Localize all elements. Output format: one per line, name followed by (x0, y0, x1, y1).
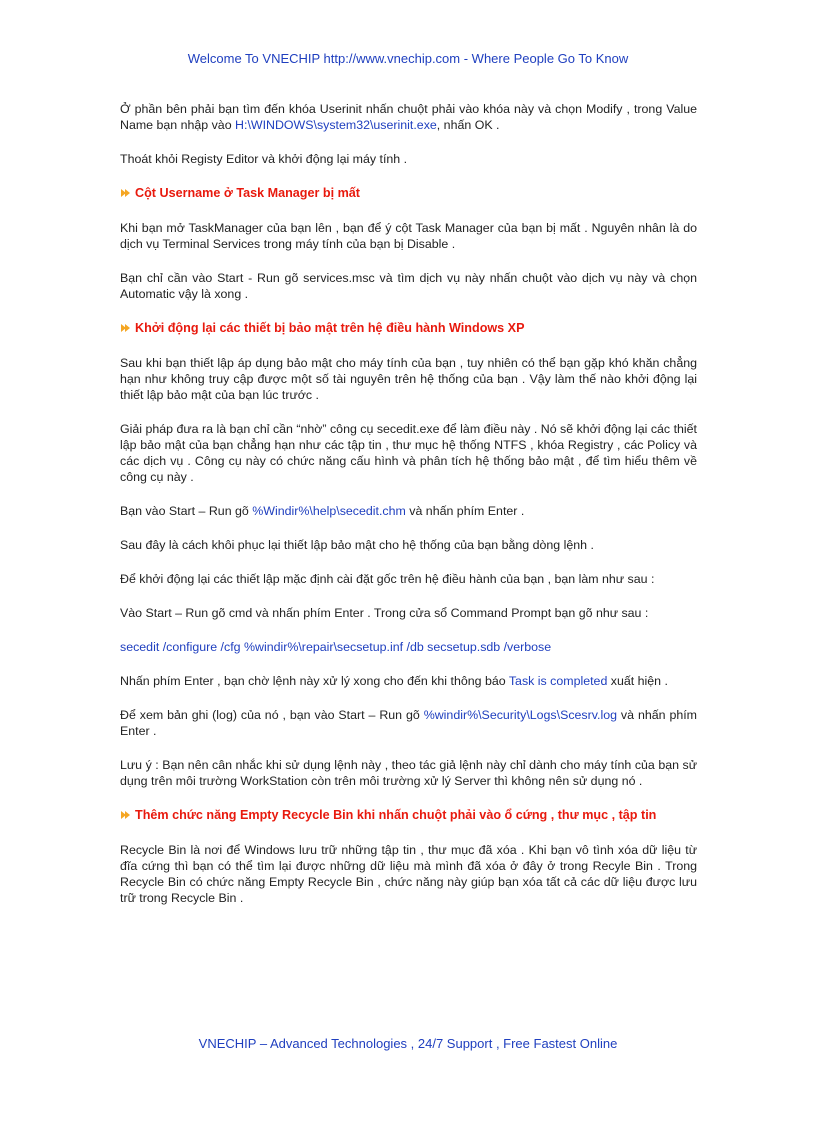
scesrv-log-link[interactable]: %windir%\Security\Logs\Scesrv.log (423, 708, 617, 722)
paragraph-text: Bạn vào Start – Run gõ (120, 504, 253, 518)
paragraph-secedit: Giải pháp đưa ra là bạn chỉ cần “nhờ” công cụ secedit.exe để làm điều này . Nó sẽ khởi động lại các thiết lập bảo mật của bạn chẳng hạn như các tập tin , thư mục hệ thống NTFS , khóa Registry , các Policy và các dịch vụ . Công cụ này có chức năng cấu hình và phân tích hệ thống bảo mật , để tìm hiểu thêm về công cụ này . (120, 422, 697, 484)
paragraph-enter (120, 673, 697, 689)
heading-empty-recycle-bin (120, 807, 697, 823)
paragraph-text: Ở phần bên phải bạn tìm đến khóa Userinit nhấn chuột phải vào khóa này và chọn Modify , trong Value Name bạn nhập vào (120, 102, 697, 132)
userinit-path-link[interactable]: H:\WINDOWS\system32\userinit.exe (235, 118, 437, 132)
heading-restart-security (120, 320, 697, 336)
orange-arrow-icon (120, 322, 132, 334)
paragraph-commandline: Sau đây là cách khôi phục lại thiết lập bảo mật cho hệ thống của bạn bằng dòng lệnh . (120, 538, 594, 552)
paragraph-text: , nhấn OK . (436, 118, 500, 132)
paragraph-help (120, 503, 697, 519)
paragraph-log (120, 707, 697, 739)
paragraph-services: Bạn chỉ cần vào Start - Run gõ services.msc và tìm dịch vụ này nhấn chuột vào dịch vụ này và chọn Automatic vậy là xong . (120, 271, 697, 301)
paragraph-text: và nhấn phím Enter . (120, 708, 697, 738)
document-body (120, 101, 697, 924)
page-footer: VNECHIP – Advanced Technologies , 24/7 Support , Free Fastest Online (198, 1036, 618, 1051)
paragraph-recycle-bin: Recycle Bin là nơi để Windows lưu trữ những tập tin , thư mục đã xóa . Khi bạn vô tình xóa dữ liệu từ đĩa cứng thì bạn có thể tìm lại được những dữ liệu mà mình đã xóa ở đây ở trong Recyle Bin . Trong Recycle Bin có chức năng Empty Recycle Bin , chức năng này giúp bạn xóa tất cả các dữ liệu được lưu trữ trong Recycle Bin . (120, 843, 697, 905)
paragraph-note: Lưu ý : Bạn nên cân nhắc khi sử dụng lệnh này , theo tác giả lệnh này chỉ dành cho máy tính của bạn sử dụng trên môi trường WorkStation còn trên môi trường xử lý Server thì không nên sử dụng nó . (120, 758, 697, 788)
paragraph-userinit (120, 101, 697, 133)
command-secedit[interactable]: secedit /configure /cfg %windir%\repair\secsetup.inf /db secsetup.sdb /verbose (120, 640, 552, 654)
paragraph-defaults: Để khởi động lại các thiết lập mặc định cài đặt gốc trên hệ điều hành của bạn , bạn làm như sau : (120, 572, 655, 586)
task-completed-link[interactable]: Task is completed (508, 674, 608, 688)
paragraph-text: Nhấn phím Enter , bạn chờ lệnh này xử lý xong cho đến khi thông báo (120, 674, 509, 688)
paragraph-cmd: Vào Start – Run gõ cmd và nhấn phím Enter . Trong cửa sổ Command Prompt bạn gõ như sau : (120, 606, 649, 620)
paragraph-text: Để xem bản ghi (log) của nó , bạn vào Start – Run gõ (120, 708, 424, 722)
orange-arrow-icon (120, 187, 132, 199)
paragraph-restart: Thoát khỏi Registy Editor và khởi động lại máy tính . (120, 152, 408, 166)
paragraph-taskmanager: Khi bạn mở TaskManager của bạn lên , bạn để ý cột Task Manager của bạn bị mất . Nguyên nhân là do dịch vụ Terminal Services trong máy tính của bạn bị Disable . (120, 221, 697, 251)
paragraph-text: và nhấn phím Enter . (405, 504, 525, 518)
heading-text: Khởi động lại các thiết bị bảo mật trên hệ điều hành Windows XP (135, 321, 525, 335)
paragraph-security-intro: Sau khi bạn thiết lập áp dụng bảo mật cho máy tính của bạn , tuy nhiên có thể bạn gặp khó khăn chẳng hạn như không truy cập được một số tài nguyên trên hệ thống của bạn . Vậy làm thế nào khởi động lại thiết lập bảo mật của bạn lúc trước . (120, 356, 697, 402)
heading-username-column (120, 185, 697, 201)
page-header: Welcome To VNECHIP http://www.vnechip.com - Where People Go To Know (187, 51, 629, 66)
secedit-help-link[interactable]: %Windir%\help\secedit.chm (252, 504, 406, 518)
heading-text: Thêm chức năng Empty Recycle Bin khi nhấn chuột phải vào ổ cứng , thư mục , tập tin (135, 808, 657, 822)
orange-arrow-icon (120, 809, 132, 821)
heading-text: Cột Username ở Task Manager bị mất (135, 186, 360, 200)
paragraph-text: xuất hiện . (607, 674, 668, 688)
